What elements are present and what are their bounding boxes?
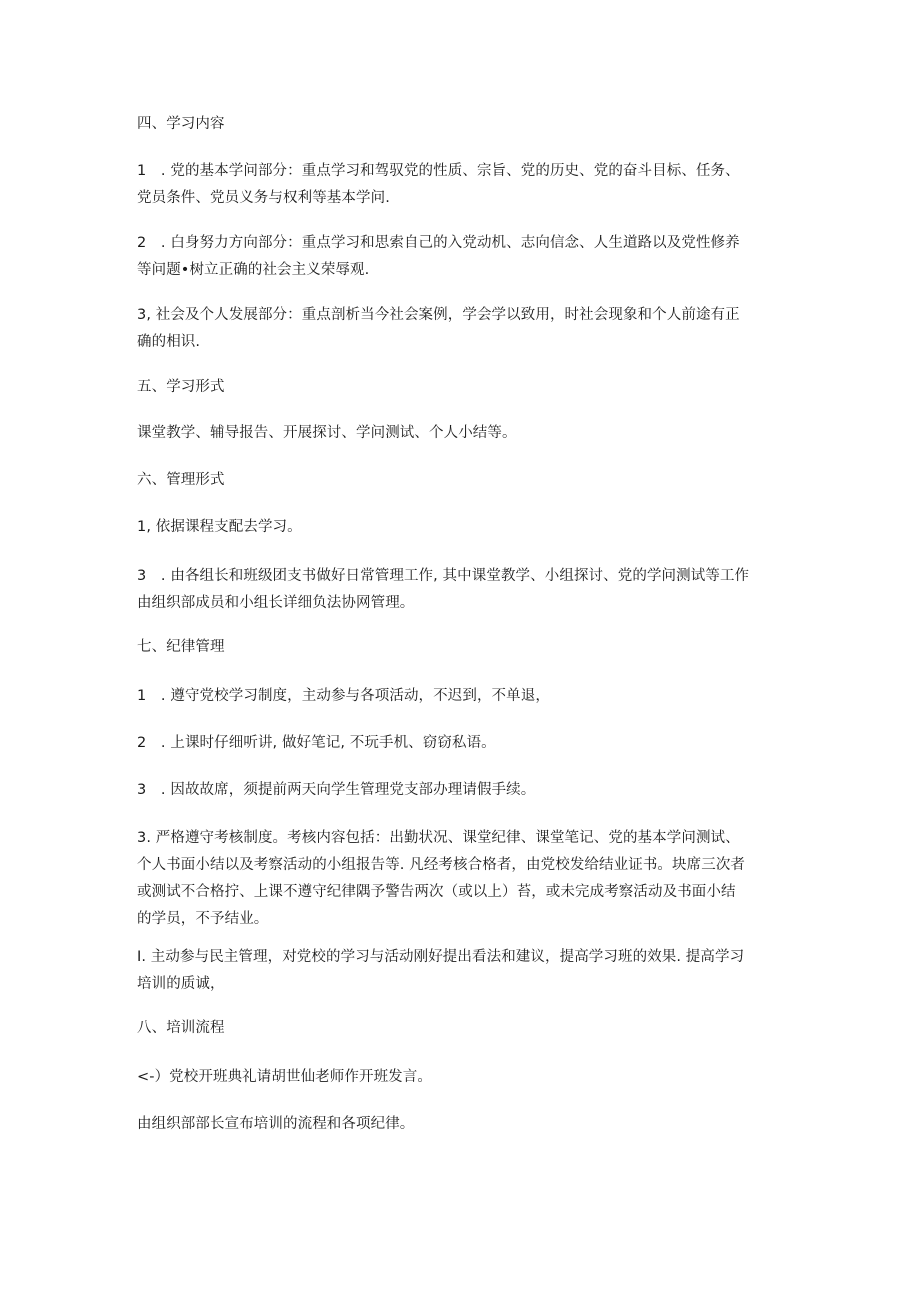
text-line: 四、学习内容 <box>137 116 225 132</box>
paragraph-daily-management <box>137 563 787 617</box>
text-line: I. 主动参与民主管理，对党校的学习与活动刚好提出看法和建议，提高学习班的效果. 提高学习 <box>137 949 745 965</box>
paragraph-assessment <box>137 825 787 933</box>
paragraph-discipline-3 <box>137 777 787 804</box>
text-line: 2 . 上课时仔细听讲, 做好笔记, 不玩手机、窃窃私语。 <box>137 735 496 751</box>
text-line: 1 . 党的基本学问部分：重点学习和驾驭党的性质、宗旨、党的历史、党的奋斗目标、任务、 <box>137 163 740 179</box>
heading-discipline <box>137 634 787 661</box>
paragraph-party-knowledge <box>137 158 787 212</box>
paragraph-course-schedule <box>137 514 787 541</box>
paragraph-study-form <box>137 420 787 447</box>
paragraph-discipline-1 <box>137 683 787 710</box>
text-line: 党员条件、党员义务与权利等基本学问. <box>137 190 390 206</box>
text-line: 由组织部部长宣布培训的流程和各项纪律。 <box>137 1116 415 1132</box>
heading-training-process <box>137 1015 787 1042</box>
paragraph-opening-ceremony <box>137 1064 787 1091</box>
paragraph-announcement <box>137 1111 787 1138</box>
text-line: 3 . 因故故席，须提前两天向学生管理党支部办理请假手续。 <box>137 782 536 798</box>
text-line: 3, 社会及个人发展部分：重点剖析当今社会案例，学会学以致用，时社会现象和个人前途有正 <box>137 307 740 323</box>
text-line: 3. 严格遵守考核制度。考核内容包括：出勤状况、课堂纪律、课堂笔记、党的基本学问测试、 <box>137 830 740 846</box>
text-line: 由组织部成员和小组长详细负法协网管理。 <box>137 595 415 611</box>
text-line: 2 . 白身努力方向部分：重点学习和思索自己的入党动机、志向信念、人生道路以及党性修养 <box>137 235 740 251</box>
text-line: 五、学习形式 <box>137 379 225 395</box>
text-line: 个人书面小结以及考察活动的小组报告等. 凡经考核合格者，由党校发给结业证书。块席三次者 <box>137 857 746 873</box>
text-line: 等问题•树立正确的社会主义荣辱观. <box>137 262 370 278</box>
text-line: 的学员，不予结业。 <box>137 911 269 927</box>
text-line: 确的相识. <box>137 334 201 350</box>
text-line: 1 . 遵守党校学习制度，主动参与各项活动，不迟到，不单退， <box>137 688 550 704</box>
paragraph-self-effort <box>137 230 787 284</box>
text-line: 课堂教学、辅导报告、开展探讨、学问测试、个人小结等。 <box>137 425 517 441</box>
text-line: 或测试不合格拧、上课不遵守纪律隅予警告两次（或以上）苔，或未完成考察活动及书面小结 <box>137 884 736 900</box>
heading-study-content <box>137 111 787 138</box>
text-line: 七、纪律管理 <box>137 639 225 655</box>
text-line: 培训的质诚， <box>137 976 225 992</box>
text-line: 六、管理形式 <box>137 472 225 488</box>
text-line: 3 . 由各组长和班级团支书做好日常管理工作, 其中课堂教学、小组探讨、党的学问测试等工作 <box>137 568 750 584</box>
heading-study-form <box>137 374 787 401</box>
text-line: 1, 依据课程支配去学习。 <box>137 519 302 535</box>
paragraph-discipline-2 <box>137 730 787 757</box>
paragraph-democratic-management <box>137 944 787 998</box>
heading-management-form <box>137 467 787 494</box>
paragraph-social-development <box>137 302 787 356</box>
text-line: <-）党校开班典礼请胡世仙老师作开班发言。 <box>137 1069 432 1085</box>
text-line: 八、培训流程 <box>137 1020 225 1036</box>
